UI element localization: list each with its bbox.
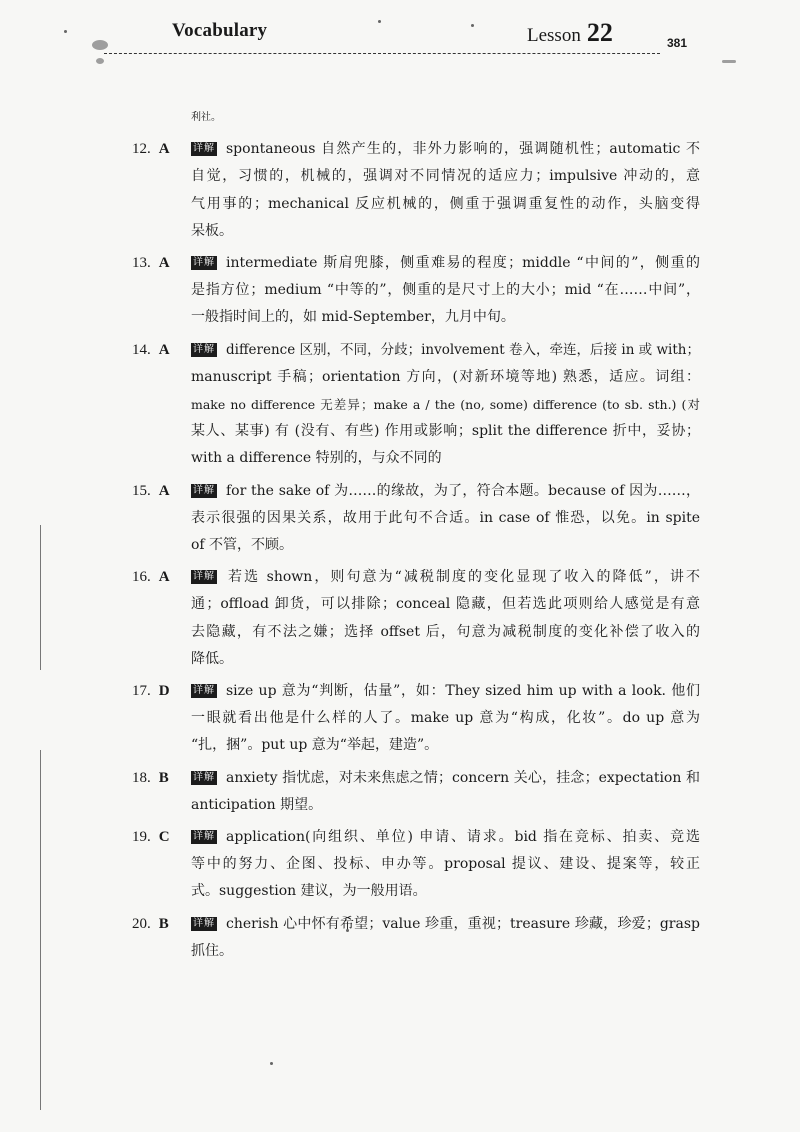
text-line bbox=[191, 911, 700, 938]
text-line-content: anxiety 指忧虑，对未来焦虑之情；concern 关心，挂念；expectation 和 bbox=[226, 769, 700, 786]
scan-smudge bbox=[722, 60, 736, 63]
question-label bbox=[132, 337, 184, 364]
text-line: 去隐藏，有不法之嫌；选择 offset 后，句意为减税制度的变化补偿了收入的 bbox=[191, 623, 700, 640]
question-number: 19. bbox=[132, 829, 151, 846]
running-header-lesson bbox=[527, 18, 613, 48]
question-number: 12. bbox=[132, 141, 151, 158]
question-label bbox=[132, 678, 184, 705]
running-header-section: Vocabulary bbox=[172, 20, 268, 41]
text-line: 降低。 bbox=[191, 650, 233, 667]
text-line-content: spontaneous 自然产生的，非外力影响的，强调随机性；automatic 不 bbox=[226, 141, 700, 158]
answer-letter: B bbox=[158, 915, 169, 932]
explanation-item bbox=[132, 911, 700, 965]
question-number: 16. bbox=[132, 569, 151, 586]
scan-margin-line bbox=[40, 750, 41, 1110]
text-line: 利社。 bbox=[191, 112, 221, 123]
explanations-body bbox=[132, 104, 700, 965]
text-line: 一眼就看出他是什么样的人了。make up 意为“构成，化妆”。do up 意为 bbox=[191, 710, 700, 727]
text-line-content: size up 意为“判断，估量”，如：They sized him up with a look. 他们 bbox=[226, 683, 700, 700]
explanation-item bbox=[132, 478, 700, 560]
text-line bbox=[191, 564, 700, 591]
explanation-item bbox=[132, 564, 700, 673]
text-line bbox=[191, 765, 700, 792]
question-label bbox=[132, 136, 184, 163]
text-line: 自觉，习惯的，机械的，强调对不同情况的适应力；impulsive 冲动的，意 bbox=[191, 168, 700, 185]
explanation-badge: 详解 bbox=[193, 257, 215, 269]
question-label bbox=[132, 250, 184, 277]
text-line bbox=[191, 250, 700, 277]
text-line bbox=[191, 136, 700, 163]
question-label bbox=[132, 824, 184, 851]
explanation-badge: 详解 bbox=[193, 571, 215, 583]
question-number: 15. bbox=[132, 482, 151, 499]
text-line bbox=[191, 824, 700, 851]
text-line: 式。suggestion 建议，为一般用语。 bbox=[191, 883, 427, 900]
explanation-badge: 详解 bbox=[193, 771, 215, 783]
answer-letter: A bbox=[158, 569, 170, 586]
explanation-item bbox=[132, 678, 700, 760]
text-line: “扎，捆”。put up 意为“举起，建造”。 bbox=[191, 737, 439, 754]
text-line: manuscript 手稿；orientation 方向，(对新环境等地) 熟悉，适应。词组： bbox=[191, 368, 700, 385]
lesson-number: 22 bbox=[586, 18, 613, 47]
question-number: 20. bbox=[132, 915, 151, 932]
question-label bbox=[132, 765, 184, 792]
answer-letter: A bbox=[158, 341, 170, 358]
question-number: 17. bbox=[132, 683, 151, 700]
scan-speck bbox=[378, 20, 381, 23]
answer-letter: D bbox=[158, 683, 170, 700]
page-number: 381 bbox=[667, 36, 688, 50]
text-line-content: cherish 心中怀有希望；value 珍重，重视；treasure 珍藏，珍爱；grasp bbox=[226, 915, 700, 932]
question-label bbox=[132, 478, 184, 505]
explanation-item bbox=[132, 250, 700, 332]
explanation-badge: 详解 bbox=[193, 685, 215, 697]
text-line-content: for the sake of 为……的缘故，为了，符合本题。because of 因为……， bbox=[226, 482, 700, 499]
text-line: 呆板。 bbox=[191, 222, 233, 239]
text-line-content: difference 区别，不同，分歧；involvement 卷入，牵连，后接 in 或 with； bbox=[226, 341, 700, 358]
question-label bbox=[132, 564, 184, 591]
scan-speck bbox=[64, 30, 67, 33]
explanation-item bbox=[132, 824, 700, 906]
explanation-badge: 详解 bbox=[193, 831, 215, 843]
text-line bbox=[191, 337, 700, 364]
lesson-label: Lesson bbox=[527, 25, 581, 46]
text-line: 等中的努力、企图、投标、申办等。proposal 提议、建设、提案等，较正 bbox=[191, 856, 700, 873]
text-line: 表示很强的因果关系，故用于此句不合适。in case of 惟恐，以免。in spite bbox=[191, 509, 700, 526]
text-line bbox=[191, 478, 700, 505]
text-line: 一般指时间上的，如 mid-September，九月中旬。 bbox=[191, 309, 515, 326]
scan-smudge bbox=[92, 40, 108, 50]
question-number: 14. bbox=[132, 341, 151, 358]
answer-letter: A bbox=[158, 255, 170, 272]
explanation-badge: 详解 bbox=[193, 343, 215, 355]
text-line: 某人、某事) 有 (没有、有些) 作用或影响；split the difference 折中，妥协； bbox=[191, 423, 700, 440]
text-line: with a difference 特别的，与众不同的 bbox=[191, 450, 442, 467]
continuation-text bbox=[132, 104, 700, 131]
question-label bbox=[132, 911, 184, 938]
answer-letter: A bbox=[158, 141, 170, 158]
header-dashed-rule bbox=[104, 53, 660, 54]
explanation-list bbox=[132, 136, 700, 965]
text-line: 气用事的；mechanical 反应机械的，侧重于强调重复性的动作，头脑变得 bbox=[191, 195, 700, 212]
answer-letter: A bbox=[158, 482, 170, 499]
explanation-item bbox=[132, 765, 700, 819]
scan-smudge bbox=[96, 58, 104, 64]
text-line: anticipation 期望。 bbox=[191, 796, 323, 813]
scan-margin-line bbox=[40, 525, 41, 670]
scan-speck bbox=[270, 1062, 273, 1065]
scan-speck bbox=[471, 24, 474, 27]
question-number: 13. bbox=[132, 255, 151, 272]
text-line: of 不管，不顾。 bbox=[191, 537, 294, 554]
text-line: make no difference 无差异；make a / the (no, some) difference (to sb. sth.) (对 bbox=[191, 397, 700, 413]
explanation-badge: 详解 bbox=[193, 484, 215, 496]
text-line: 是指方位；medium “中等的”，侧重的是尺寸上的大小；mid “在……中间”， bbox=[191, 282, 700, 299]
explanation-badge: 详解 bbox=[193, 917, 215, 929]
text-line-content: application(向组织、单位) 申请、请求。bid 指在竞标、拍卖、竞选 bbox=[226, 829, 700, 846]
text-line: 通；offload 卸货，可以排除；conceal 隐藏，但若选此项则给人感觉是有意 bbox=[191, 596, 700, 613]
answer-letter: B bbox=[158, 769, 169, 786]
text-line-content: 若选 shown，则句意为“减税制度的变化显现了收入的降低”，讲不 bbox=[226, 569, 700, 586]
text-line-content: intermediate 斯肩兜膝，侧重难易的程度；middle “中间的”，侧重的 bbox=[226, 255, 700, 272]
question-number: 18. bbox=[132, 769, 151, 786]
explanation-item bbox=[132, 136, 700, 245]
text-line: 抓住。 bbox=[191, 942, 233, 959]
explanation-badge: 详解 bbox=[193, 143, 215, 155]
text-line bbox=[191, 678, 700, 705]
answer-letter: C bbox=[158, 829, 170, 846]
explanation-item bbox=[132, 337, 700, 473]
